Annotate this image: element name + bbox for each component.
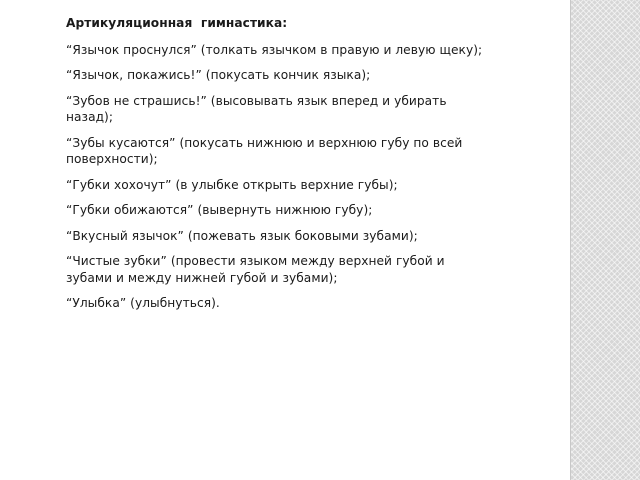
- slide-content: [66, 15, 486, 321]
- decorative-side-stripe: [570, 0, 640, 480]
- exercise-item: “Губки обижаются” (вывернуть нижнюю губу);: [66, 203, 373, 217]
- exercise-item: “Улыбка” (улыбнуться).: [66, 296, 220, 310]
- exercise-item: “Зубы кусаются” (покусать нижнюю и верхнюю губу по всей поверхности);: [66, 135, 463, 166]
- exercise-item: “Чистые зубки” (провести языком между верхней губой и зубами и между нижней губой и зубами);: [66, 254, 445, 285]
- slide-heading: Артикуляционная гимнастика:: [66, 16, 288, 30]
- exercise-item: “Губки хохочут” (в улыбке открыть верхние губы);: [66, 177, 398, 192]
- exercise-item: “Зубов не страшись!” (высовывать язык вперед и убирать назад);: [66, 93, 447, 124]
- exercise-item: “Вкусный язычок” (пожевать язык боковыми зубами);: [66, 228, 418, 243]
- exercise-item: “Язычок проснулся” (толкать язычком в правую и левую щеку);: [66, 42, 483, 57]
- exercise-item: “Язычок, покажись!” (покусать кончик языка);: [66, 68, 371, 82]
